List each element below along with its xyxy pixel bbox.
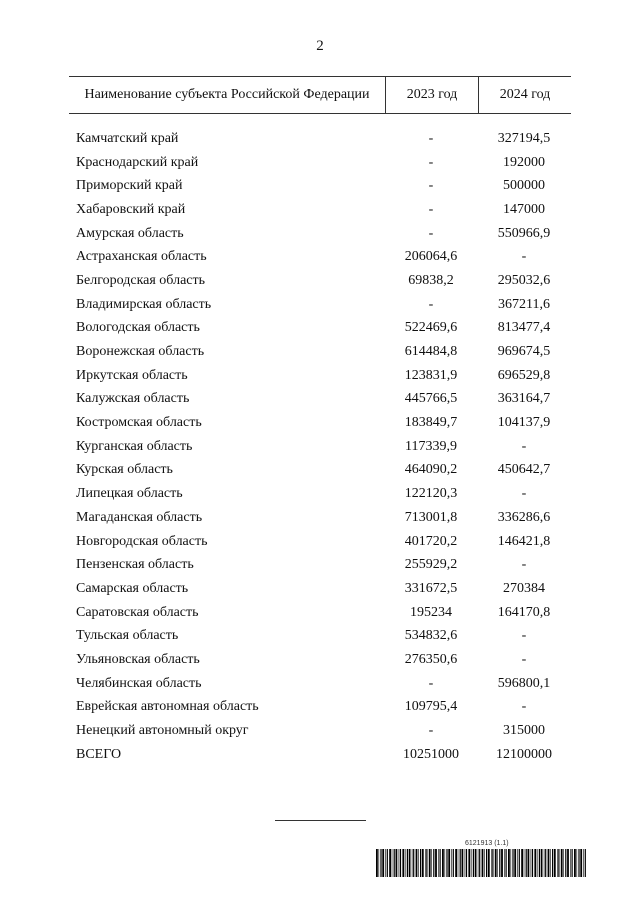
row-subject-name: Курганская область [76,438,193,454]
row-value-2023: 183849,7 [404,415,458,431]
row-value-2023: 10251000 [403,746,459,762]
row-value-2024: - [521,438,527,454]
row-value-2023: 614484,8 [404,344,458,360]
row-value-2024: 315000 [503,723,545,739]
row-value-2024: 12100000 [496,746,552,762]
row-subject-name: Челябинская область [76,675,202,691]
row-value-2023: 464090,2 [404,462,458,478]
row-value-2024: 363164,7 [497,391,551,407]
row-value-2024: 147000 [503,201,545,217]
table-row [69,743,571,767]
row-value-2023: - [428,154,434,170]
row-value-2024: 813477,4 [497,320,551,336]
row-subject-name: Тульская область [76,628,179,644]
table-row [69,459,571,483]
table-body [69,127,571,767]
row-value-2024: - [521,557,527,573]
document-code: 6121913 (1.1) [465,840,509,847]
row-subject-name: Костромская область [76,415,202,431]
row-subject-name: Амурская область [76,225,184,241]
row-value-2024: - [521,486,527,502]
header-year-2023: 2023 год [386,77,479,113]
row-value-2023: 331672,5 [404,580,458,596]
row-value-2023: 445766,5 [404,391,458,407]
barcode-icon [376,849,586,877]
row-value-2023: - [428,201,434,217]
table-row [69,672,571,696]
row-value-2023: - [428,723,434,739]
row-value-2023: 195234 [410,604,452,620]
row-subject-name: Магаданская область [76,509,203,525]
table-row [69,601,571,625]
row-value-2024: 192000 [503,154,545,170]
row-value-2023: - [428,130,434,146]
row-value-2024: 367211,6 [498,296,550,312]
row-value-2024: 596800,1 [497,675,551,691]
row-subject-name: Самарская область [76,580,189,596]
table-row [69,624,571,648]
row-value-2024: - [521,651,527,667]
row-value-2024: 295032,6 [497,272,551,288]
row-value-2024: 146421,8 [497,533,551,549]
row-value-2023: 534832,6 [404,628,458,644]
table-row [69,435,571,459]
row-value-2023: - [428,178,434,194]
row-subject-name: Астраханская область [76,249,207,265]
table-row [69,198,571,222]
row-value-2024: 104137,9 [497,415,551,431]
row-subject-name: Хабаровский край [76,201,186,217]
row-value-2023: 117339,9 [405,438,457,454]
row-subject-name: Краснодарский край [76,154,199,170]
row-value-2024: 500000 [503,178,545,194]
footer-divider [275,820,366,821]
table-row [69,648,571,672]
row-subject-name: Калужская область [76,391,190,407]
row-value-2023: - [428,296,434,312]
header-subject-name: Наименование субъекта Российской Федерации [69,77,386,113]
table-row [69,553,571,577]
row-subject-name: Иркутская область [76,367,188,383]
row-subject-name: Саратовская область [76,604,199,620]
row-value-2023: 206064,6 [404,249,458,265]
row-value-2024: 336286,6 [497,509,551,525]
row-value-2024: 270384 [503,580,545,596]
row-subject-name: Курская область [76,462,173,478]
table-row [69,293,571,317]
table-row [69,719,571,743]
row-value-2023: - [428,225,434,241]
row-value-2024: 550966,9 [497,225,551,241]
row-subject-name: Новгородская область [76,533,208,549]
row-value-2023: 713001,8 [404,509,458,525]
table-row [69,317,571,341]
page-number: 2 [316,38,324,54]
row-value-2024: 696529,8 [497,367,551,383]
row-value-2023: 276350,6 [404,651,458,667]
row-subject-name: Липецкая область [76,486,183,502]
row-value-2023: 255929,2 [404,557,458,573]
row-subject-name: ВСЕГО [76,746,122,762]
table-row [69,269,571,293]
table-row [69,696,571,720]
table-row [69,530,571,554]
row-subject-name: Приморский край [76,178,183,194]
row-subject-name: Ульяновская область [76,651,200,667]
row-subject-name: Владимирская область [76,296,212,312]
row-value-2024: - [521,628,527,644]
row-value-2024: 164170,8 [497,604,551,620]
header-year-2024: 2024 год [499,87,551,102]
row-value-2024: 327194,5 [497,130,551,146]
row-subject-name: Пензенская область [76,557,194,573]
row-value-2023: 69838,2 [408,272,454,288]
row-subject-name: Вологодская область [76,320,200,336]
row-value-2023: 401720,2 [404,533,458,549]
table-row [69,364,571,388]
table-header [69,76,571,114]
table-row [69,388,571,412]
table-row [69,506,571,530]
row-value-2023: 123831,9 [404,367,458,383]
table-row [69,482,571,506]
row-subject-name: Ненецкий автономный округ [76,723,249,739]
row-subject-name: Камчатский край [76,130,179,146]
row-value-2023: 122120,3 [404,486,458,502]
table-row [69,411,571,435]
row-value-2024: 969674,5 [497,344,551,360]
row-subject-name: Белгородская область [76,272,206,288]
row-subject-name: Воронежская область [76,344,205,360]
table-row [69,127,571,151]
table-row [69,340,571,364]
table-row [69,222,571,246]
row-value-2024: - [521,249,527,265]
row-value-2024: 450642,7 [497,462,551,478]
row-value-2023: 109795,4 [404,699,458,715]
table-row [69,577,571,601]
table-row [69,151,571,175]
row-subject-name: Еврейская автономная область [76,699,259,715]
table-row [69,245,571,269]
row-value-2024: - [521,699,527,715]
row-value-2023: - [428,675,434,691]
table-row [69,174,571,198]
row-value-2023: 522469,6 [404,320,458,336]
